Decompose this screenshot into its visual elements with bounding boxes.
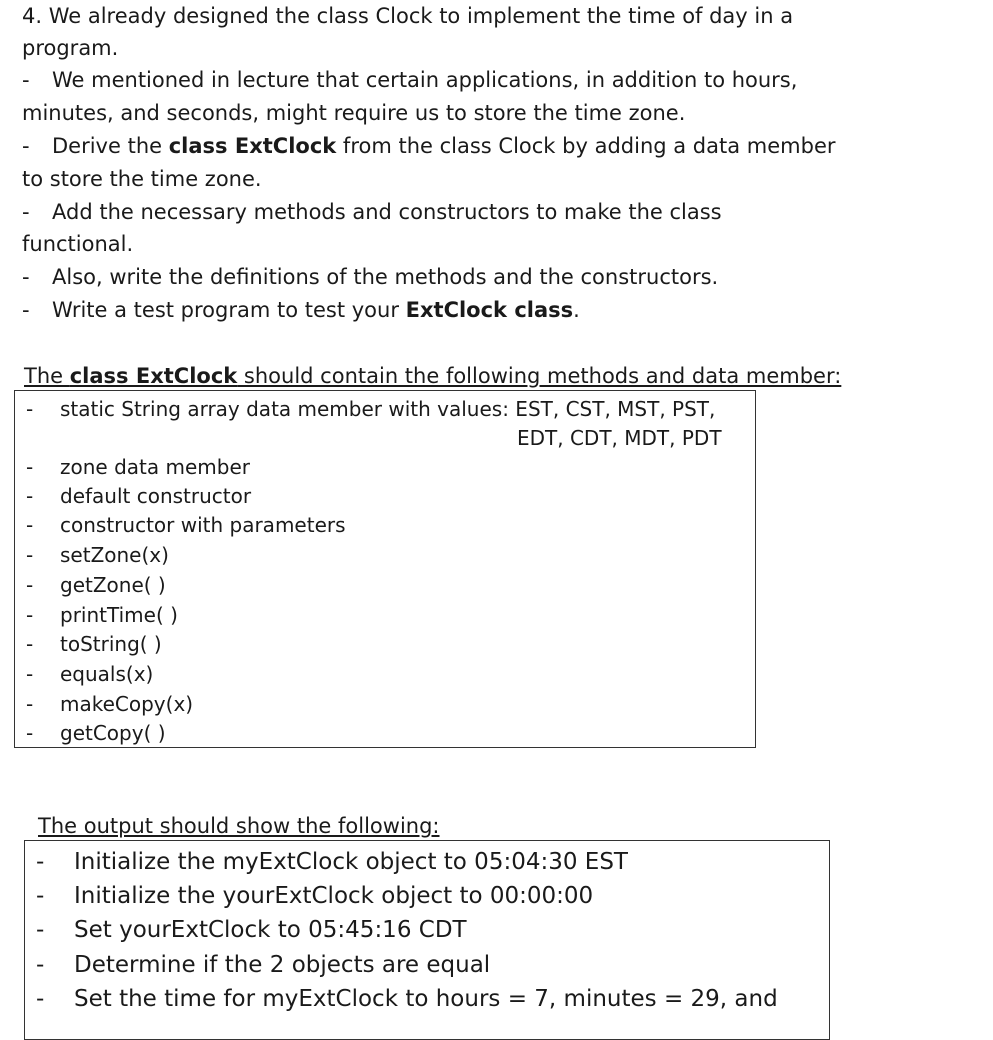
class-item-text: setZone(x) [60,543,169,567]
class-item-zone [26,453,250,481]
bullet-2-line-b: to store the time zone. [22,167,262,191]
class-item-makecopy [26,690,193,718]
bullet-dash: - [22,298,30,322]
class-item-param-ctor [26,511,346,539]
class-item-default-ctor [26,482,251,510]
output-item-set-your [36,914,467,946]
bullet-5-pre: Write a test program to test your [52,298,406,322]
class-item-text: default constructor [60,484,252,508]
output-item-text: Determine if the 2 objects are equal [74,952,491,978]
bullet-4-line [22,263,718,291]
output-item-text: Initialize the yourExtClock object to 00:00:00 [74,883,594,909]
bullet-1-text: We mentioned in lecture that certain applications, in addition to hours, [52,68,798,92]
bullet-5-post: . [573,298,580,322]
output-item-equal [36,949,490,981]
class-item-equals [26,660,153,688]
output-section-heading: The output should show the following: [38,814,440,838]
class-item-getzone [26,571,166,599]
output-item-text: Set yourExtClock to 05:45:16 CDT [74,917,467,943]
output-item-text: Set the time for myExtClock to hours = 7, minutes = 29, and [74,986,778,1012]
class-item-text: static String array data member with values: EST, CST, MST, PST, [60,397,716,421]
class-item-printtime [26,601,178,629]
class-item-text: makeCopy(x) [60,692,194,716]
bullet-5-bold: ExtClock class [405,298,574,322]
class-item-static-array [26,395,715,423]
item-dash: - [36,986,45,1012]
class-item-text: getZone( ) [60,573,166,597]
bullet-3-line-a [22,198,722,226]
item-dash: - [26,632,34,656]
bullet-4-text: Also, write the definitions of the methods and the constructors. [52,265,719,289]
intro-line-2: program. [22,36,119,60]
class-item-text: zone data member [60,455,250,479]
class-section-heading [24,362,841,390]
bullet-dash: - [22,265,30,289]
class-item-text: getCopy( ) [60,721,166,745]
item-dash: - [26,484,34,508]
item-dash: - [36,883,45,909]
bullet-5-line [22,296,580,324]
class-item-setzone [26,541,169,569]
item-dash: - [26,603,34,627]
class-item-text: printTime( ) [60,603,178,627]
bullet-2-line-a [22,132,836,160]
item-dash: - [26,397,34,421]
intro-line-1: 4. We already designed the class Clock to implement the time of day in a [22,4,794,28]
item-dash: - [26,513,34,537]
item-dash: - [26,455,34,479]
class-heading-pre: The [24,364,70,388]
item-dash: - [36,849,45,875]
class-item-text: toString( ) [60,632,162,656]
class-item-tostring [26,630,162,658]
item-dash: - [26,662,34,686]
bullet-1-line-b: minutes, and seconds, might require us to store the time zone. [22,101,686,125]
output-item-init-my [36,846,628,878]
item-dash: - [26,573,34,597]
class-item-static-array-cont: EDT, CDT, MDT, PDT [517,426,722,450]
bullet-dash: - [22,68,30,92]
item-dash: - [36,952,45,978]
bullet-3-text: Add the necessary methods and constructors to make the class [52,200,722,224]
class-item-text: equals(x) [60,662,154,686]
class-heading-bold: class ExtClock [69,364,238,388]
class-item-text: constructor with parameters [60,513,346,537]
item-dash: - [26,543,34,567]
item-dash: - [26,721,34,745]
bullet-2-bold: class ExtClock [168,134,337,158]
bullet-2-post: from the class Clock by adding a data member [336,134,836,158]
item-dash: - [36,917,45,943]
bullet-2-pre: Derive the [52,134,169,158]
item-dash: - [26,692,34,716]
bullet-dash: - [22,134,30,158]
class-heading-post: should contain the following methods and data member: [237,364,842,388]
class-item-getcopy [26,719,166,747]
bullet-dash: - [22,200,30,224]
output-item-text: Initialize the myExtClock object to 05:04:30 EST [74,849,628,875]
bullet-3-line-b: functional. [22,232,134,256]
output-item-init-your [36,880,593,912]
output-item-set-my [36,983,778,1015]
bullet-1-line-a [22,66,797,94]
